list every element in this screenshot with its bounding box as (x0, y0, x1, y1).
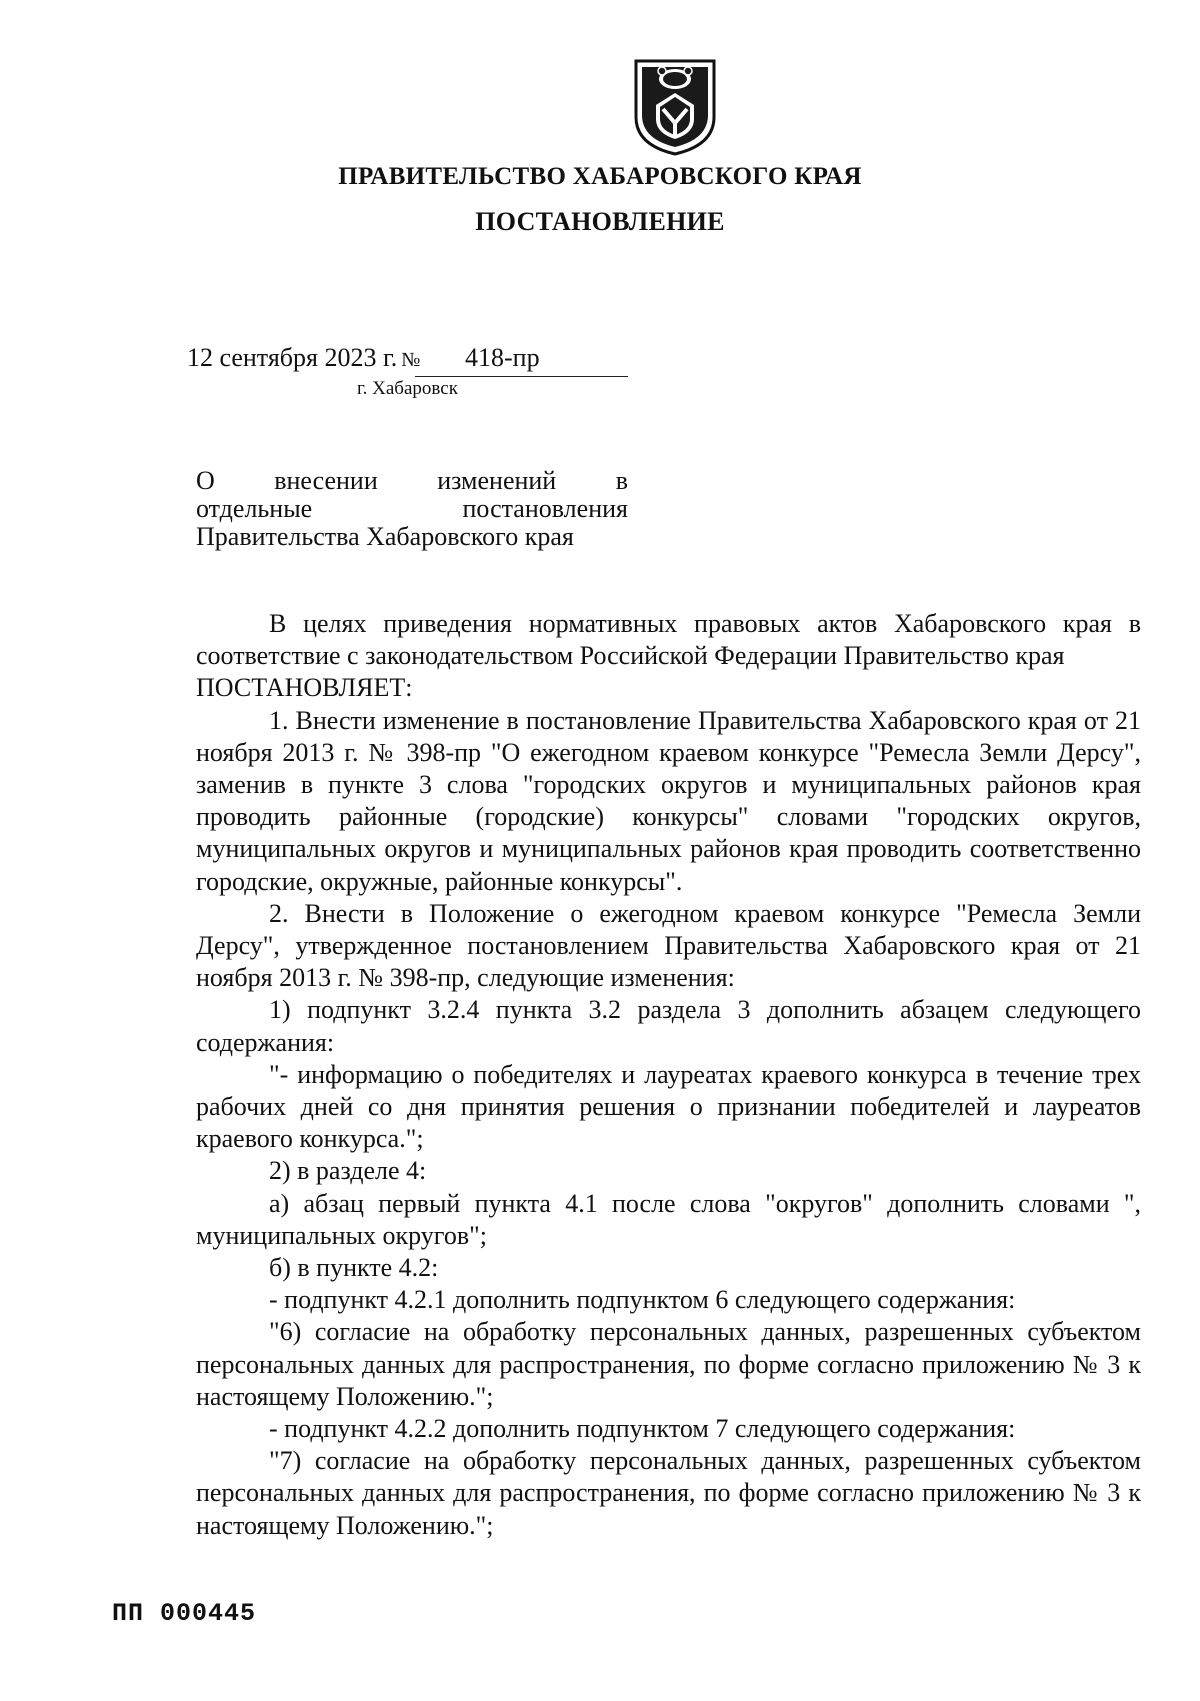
paragraph-resolves: ПОСТАНОВЛЯЕТ: (196, 673, 413, 703)
subject-line-1: О внесении изменений в (196, 466, 628, 495)
paragraph-item-1: 1. Внести изменение в постановление Правительства Хабаровского края от 21 ноября 2013 г. № 398-пр "О ежегодном краевом конкурсе "Ремесла Земли Дерсу", заменив в пункте 3 слова "городских округов и муниципальных районов края проводить районные (городские) конкурсы" словами "городских округов, муниципальных округов и муниципальных районов края проводить соответственно городские, окружные, районные конкурсы". (196, 705, 1141, 896)
paragraph-quote-7: "7) согласие на обработку персональных данных, разрешенных субъектом персональных данных для распространения, по форме согласно приложению № 3 к настоящему Положению."; (196, 1446, 1141, 1540)
coat-of-arms-icon (632, 57, 718, 157)
paragraph-subitem-b: б) в пункте 4.2: (269, 1253, 439, 1283)
paragraph-subitem-2: 2) в разделе 4: (269, 1156, 427, 1186)
paragraph-dash-2: - подпункт 4.2.2 дополнить подпунктом 7 следующего содержания: (269, 1414, 1016, 1444)
date-line (187, 343, 426, 373)
document-body (196, 608, 1141, 1542)
paragraph-quote-1: "- информацию о победителях и лауреатах краевого конкурса в течение трех рабочих дней со дня принятия решения о признании победителей и лауреатов краевого конкурса."; (196, 1059, 1141, 1154)
paragraph-preamble: В целях приведения нормативных правовых актов Хабаровского края в соответствие с законодательством Российской Федерации Правительство края (196, 609, 1141, 671)
number-sign: № (401, 349, 421, 371)
paragraph-subitem-a: а) абзац первый пункта 4.1 после слова "округов" дополнить словами ", муниципальных округов"; (196, 1188, 1141, 1250)
subject-line-2: отдельные постановления (196, 494, 628, 523)
form-serial-code: ПП 000445 (112, 1599, 257, 1628)
paragraph-item-2: 2. Внести в Положение о ежегодном краевом конкурсе "Ремесла Земли Дерсу", утвержденное постановлением Правительства Хабаровского края от 21 ноября 2013 г. № 398-пр, следующие изменения: (196, 898, 1141, 993)
document-subject (196, 467, 628, 551)
document-date: 12 сентября 2023 г. (187, 343, 398, 372)
government-title: ПРАВИТЕЛЬСТВО ХАБАРОВСКОГО КРАЯ (338, 163, 862, 190)
city-label: г. Хабаровск (357, 378, 458, 399)
subject-line-3: Правительства Хабаровского края (196, 522, 574, 551)
paragraph-subitem-1: 1) подпункт 3.2.4 пункта 3.2 раздела 3 дополнить абзацем следующего содержания: (196, 995, 1141, 1057)
document-number: 418-пр (465, 343, 540, 372)
document-number-field (415, 343, 628, 377)
paragraph-dash-1: - подпункт 4.2.1 дополнить подпунктом 6 следующего содержания: (269, 1285, 1016, 1315)
document-type-title: ПОСТАНОВЛЕНИЕ (475, 207, 725, 236)
paragraph-quote-6: "6) согласие на обработку персональных данных, разрешенных субъектом персональных данных для распространения, по форме согласно приложению № 3 к настоящему Положению."; (196, 1317, 1141, 1411)
